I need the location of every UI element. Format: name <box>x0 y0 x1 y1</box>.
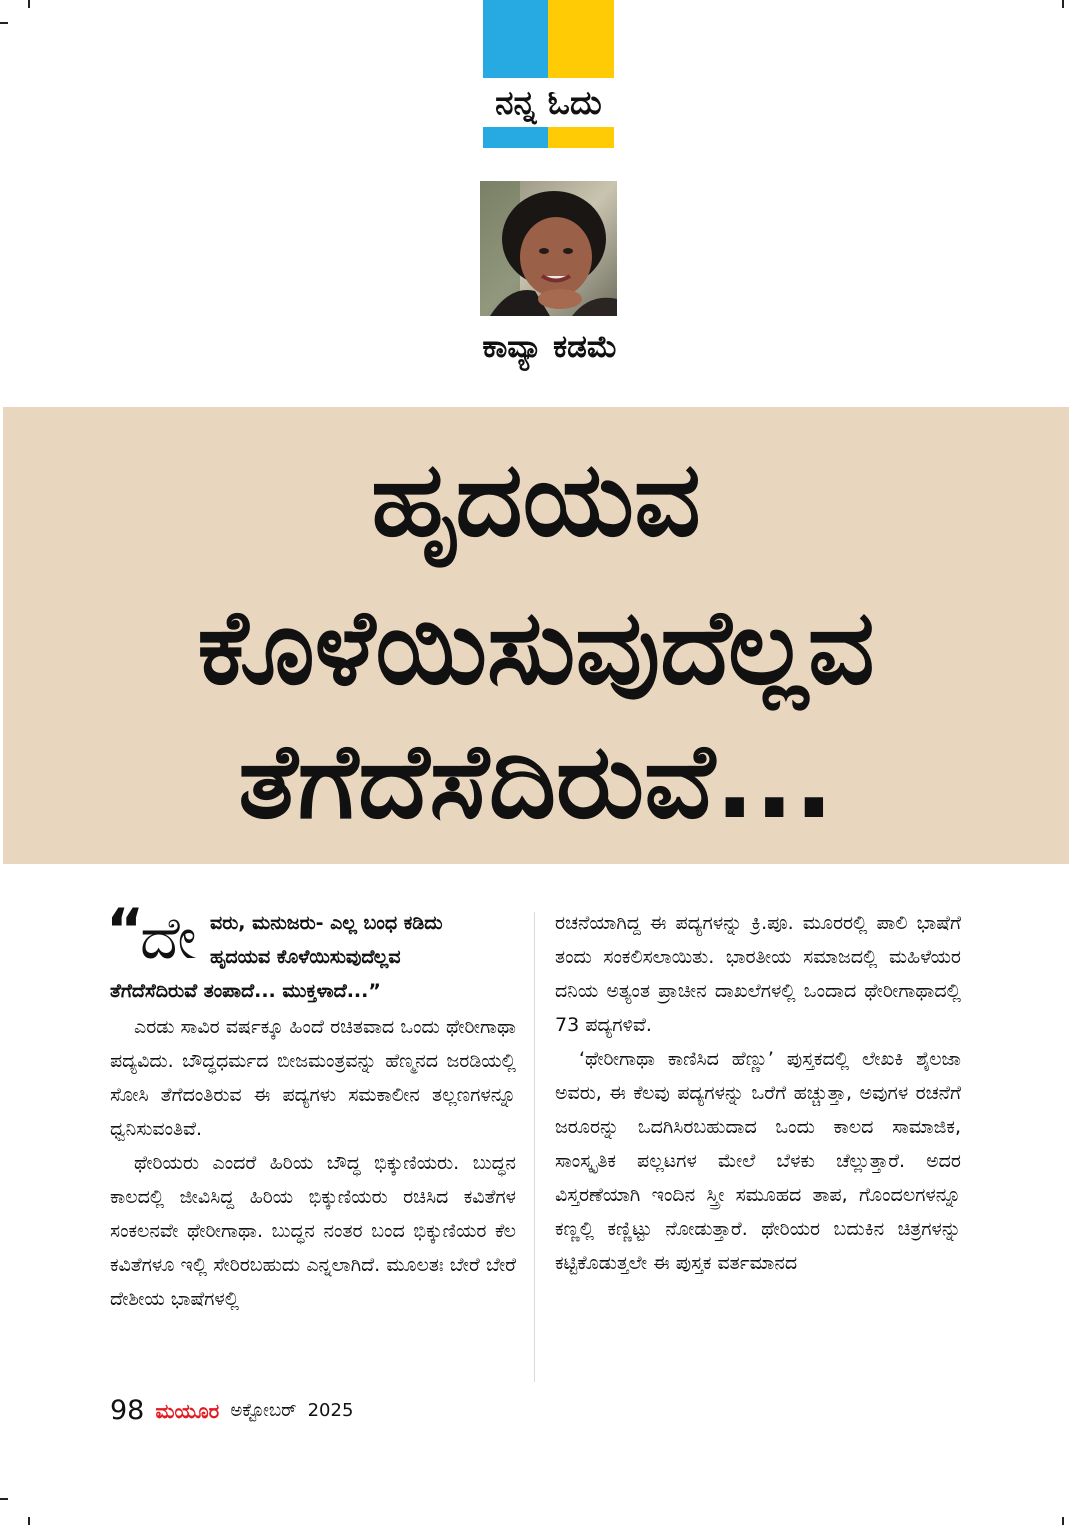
author-photo <box>480 181 617 316</box>
article-column-right <box>555 906 961 1280</box>
crop-mark-bottom-left-v <box>28 1517 30 1525</box>
drop-cap: ದೇ <box>140 904 197 972</box>
crop-mark-top-left-v <box>28 0 30 8</box>
logo-blue-block <box>483 0 548 78</box>
issue-month: ಅಕ್ಟೋಬರ್ <box>230 1400 297 1421</box>
issue-year: 2025 <box>307 1400 354 1421</box>
logo-yellow-block <box>548 0 614 78</box>
headline-line-3: ತೆಗೆದೆಸೆದಿರುವೆ... <box>238 720 834 842</box>
quote-mark: “ <box>106 896 145 964</box>
paragraph: ರಚನೆಯಾಗಿದ್ದ ಈ ಪದ್ಯಗಳನ್ನು ಕ್ರಿ.ಪೂ. ಮೂರರಲ್ಲಿ ಪಾಲಿ ಭಾಷೆಗೆ ತಂದು ಸಂಕಲಿಸಲಾಯಿತು. ಭಾರತೀಯ ಸಮಾಜದಲ್ಲಿ ಮಹಿಳೆಯರ ದನಿಯ ಅತ್ಯಂತ ಪ್ರಾಚೀನ ದಾಖಲೆಗಳಲ್ಲಿ ಒಂದಾದ ಥೇರೀಗಾಥಾದಲ್ಲಿ 73 ಪದ್ಯಗಳಿವೆ. <box>555 912 961 1036</box>
crop-mark-top-right <box>1062 0 1064 8</box>
quote-line-2: ಹೃದಯವ ಕೊಳೆಯಿಸುವುದೆಲ್ಲವ <box>210 946 401 968</box>
logo-blue-strip <box>483 127 548 148</box>
quote-line-3: ತೆಗೆದೆಸೆದಿರುವೆ ತಂಪಾದೆ... ಮುಕ್ತಳಾದೆ...” <box>110 980 381 1002</box>
magazine-logo: ಮಯೂರ <box>155 1399 220 1423</box>
headline-band <box>3 407 1069 864</box>
headline-line-1: ಹೃದಯವ <box>371 438 701 560</box>
page-footer <box>110 1393 353 1429</box>
headline-line-2: ಕೊಳೆಯಿಸುವುದೆಲ್ಲವ <box>197 586 875 708</box>
paragraph: ‘ಥೇರೀಗಾಥಾ ಕಾಣಿಸಿದ ಹೆಣ್ಣು’ ಪುಸ್ತಕದಲ್ಲಿ ಲೇಖಕಿ ಶೈಲಜಾ ಅವರು, ಈ ಕೆಲವು ಪದ್ಯಗಳನ್ನು ಒರೆಗೆ ಹಚ್ಚುತ್ತಾ, ಅವುಗಳ ರಚನೆಗೆ ಜರೂರನ್ನು ಒದಗಿಸಿರಬಹುದಾದ ಒಂದು ಕಾಲದ ಸಾಮಾಜಿಕ, ಸಾಂಸ್ಕೃತಿಕ ಪಲ್ಲಟಗಳ ಮೇಲೆ ಬೆಳಕು ಚೆಲ್ಲುತ್ತಾರೆ. ಅದರ ವಿಸ್ತರಣೆಯಾಗಿ ಇಂದಿನ ಸ್ತ್ರೀ ಸಮೂಹದ ತಾಪ, ಗೊಂದಲಗಳನ್ನೂ ಕಣ್ಣಲ್ಲಿ ಕಣ್ಣಿಟ್ಟು ನೋಡುತ್ತಾರೆ. ಥೇರಿಯರ ಬದುಕಿನ ಚಿತ್ರಗಳನ್ನು ಕಟ್ಟಿಕೊಡುತ್ತಲೇ ಈ ಪುಸ್ತಕ ವರ್ತಮಾನದ <box>555 1048 961 1274</box>
logo-yellow-strip <box>548 127 614 148</box>
crop-mark-top-left <box>0 22 8 24</box>
quote-line-1: ವರು, ಮನುಜರು- ಎಲ್ಲ ಬಂಧ ಕಡಿದು <box>210 912 443 934</box>
crop-mark-bottom-left <box>0 1498 8 1500</box>
column-name: ನನ್ನ ಓದು <box>495 83 602 122</box>
crop-mark-bottom-right <box>1062 1517 1064 1525</box>
opening-quote <box>106 896 516 1010</box>
page-number: 98 <box>110 1395 145 1426</box>
article-column-left <box>106 896 516 1316</box>
author-name: ಕಾವ್ಯಾ ಕಡಮೆ <box>482 329 618 365</box>
paragraph: ಥೇರಿಯರು ಎಂದರೆ ಹಿರಿಯ ಬೌದ್ಧ ಭಿಕ್ಕುಣಿಯರು. ಬುದ್ಧನ ಕಾಲದಲ್ಲಿ ಜೀವಿಸಿದ್ದ ಹಿರಿಯ ಭಿಕ್ಕುಣಿಯರು ರಚಿಸಿದ ಕವಿತೆಗಳ ಸಂಕಲನವೇ ಥೇರೀಗಾಥಾ. ಬುದ್ಧನ ನಂತರ ಬಂದ ಭಿಕ್ಕುಣಿಯರ ಕೆಲ ಕವಿತೆಗಳೂ ಇಲ್ಲಿ ಸೇರಿರಬಹುದು ಎನ್ನಲಾಗಿದೆ. ಮೂಲತಃ ಬೇರೆ ಬೇರೆ ದೇಶೀಯ ಭಾಷೆಗಳಲ್ಲಿ <box>110 1152 516 1310</box>
column-divider <box>534 912 535 1382</box>
paragraph: ಎರಡು ಸಾವಿರ ವರ್ಷಕ್ಕೂ ಹಿಂದೆ ರಚಿತವಾದ ಒಂದು ಥೇರೀಗಾಥಾ ಪದ್ಯವಿದು. ಬೌದ್ಧಧರ್ಮದ ಬೀಜಮಂತ್ರವನ್ನು ಹೆಣ್ಮನದ ಜರಡಿಯಲ್ಲಿ ಸೋಸಿ ತೆಗೆದಂತಿರುವ ಈ ಪದ್ಯಗಳು ಸಮಕಾಲೀನ ತಲ್ಲಣಗಳನ್ನೂ ಧ್ವನಿಸುವಂತಿವೆ. <box>110 1016 516 1140</box>
column-logo <box>483 0 614 148</box>
